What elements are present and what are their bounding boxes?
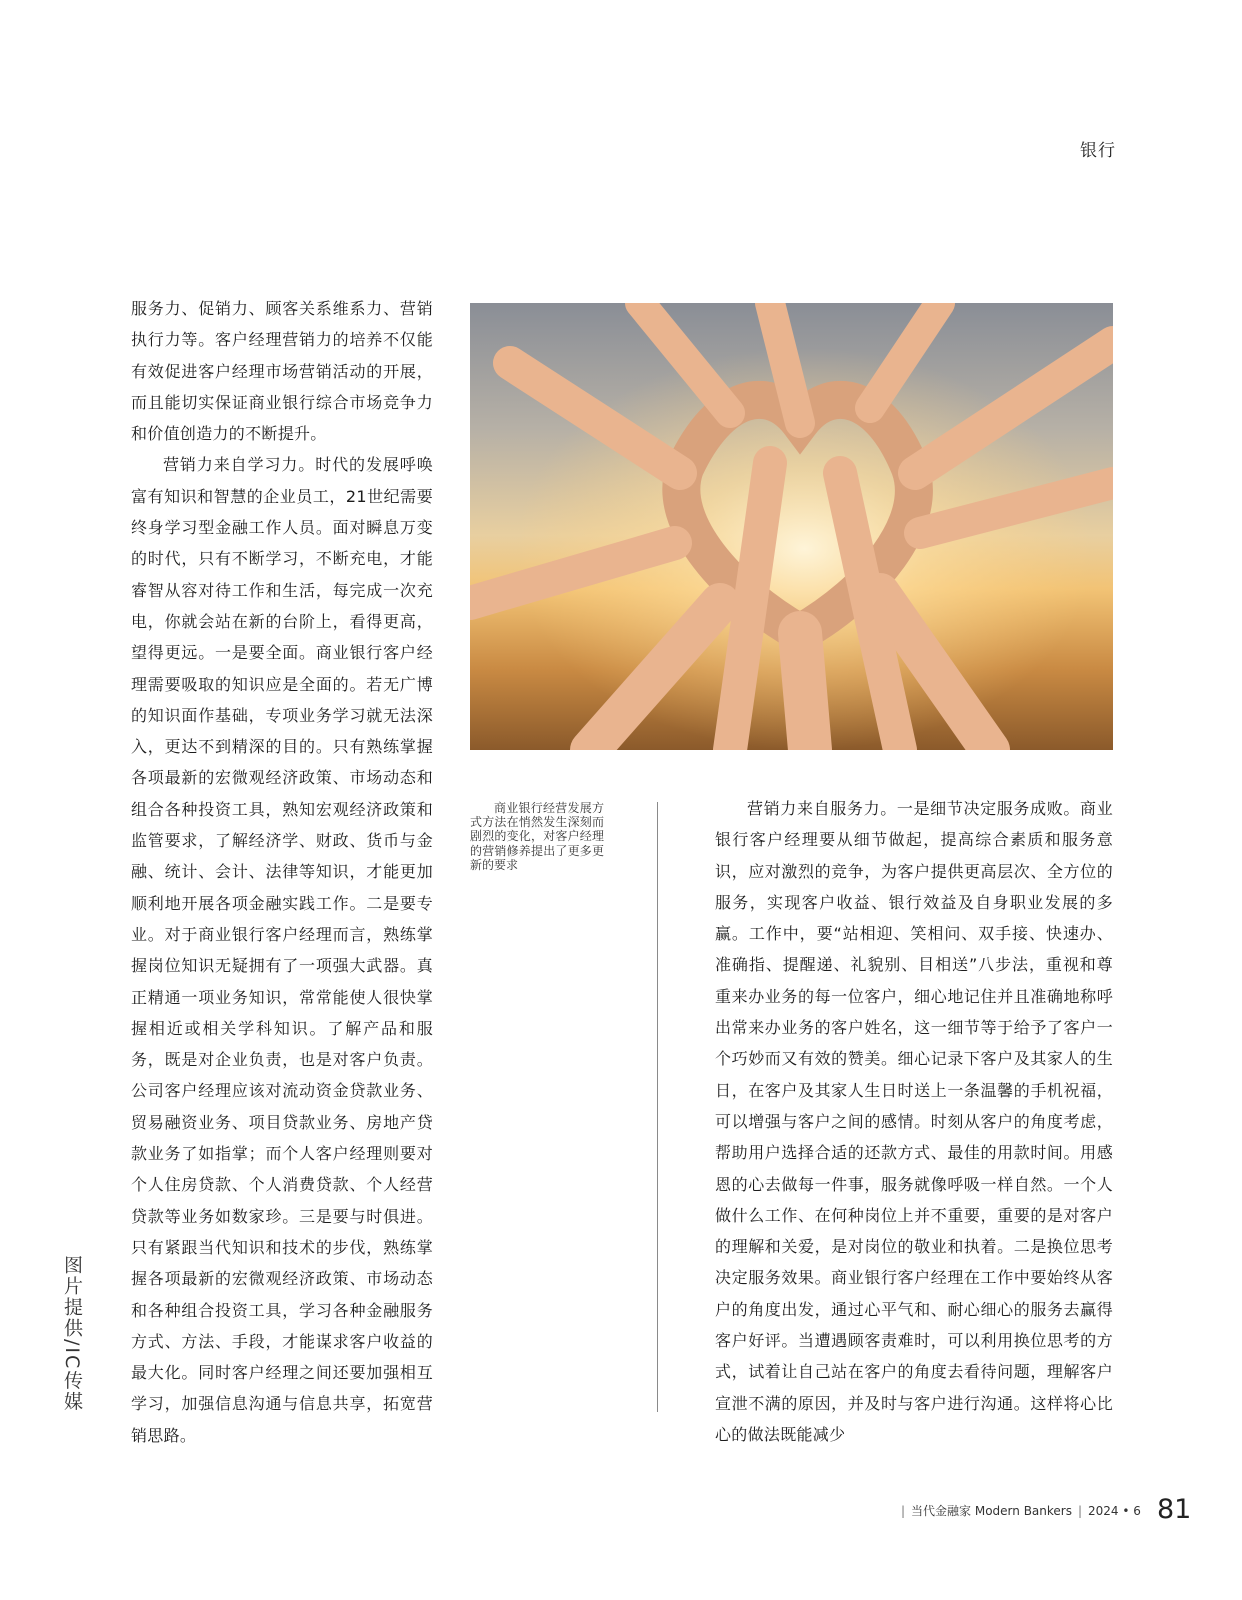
photo-caption-text: 商业银行经营发展方式方法在悄然发生深刻而剧烈的变化，对客户经理的营销修养提出了更多更新的要求 xyxy=(470,801,604,872)
right-paragraph-1: 营销力来自服务力。一是细节决定服务成败。商业银行客户经理要从细节做起，提高综合素质和服务意识，应对激烈的竞争，为客户提供更高层次、全方位的服务，实现客户收益、银行效益及自身职业发展的多赢。工作中，要“站相迎、笑相问、双手接、快速办、准确指、提醒递、礼貌别、目相送”八步法，重视和尊重来办业务的每一位客户，细心地记住并且准确地称呼出常来办业务的客户姓名，这一细节等于给予了客户一个巧妙而又有效的赞美。细心记录下客户及其家人的生日，在客户及其家人生日时送上一条温馨的手机祝福，可以增强与客户之间的感情。时刻从客户的角度考虑，帮助用户选择合适的还款方式、最佳的用款时间。用感恩的心去做每一件事，服务就像呼吸一样自然。一个人做什么工作、在何种岗位上并不重要，重要的是对客户的理解和关爱，是对岗位的敬业和执着。二是换位思考决定服务效果。商业银行客户经理在工作中要始终从客户的角度出发，通过心平气和、耐心细心的服务去赢得客户好评。当遭遇顾客责难时，可以利用换位思考的方式，试着让自己站在客户的角度去看待问题，理解客户宣泄不满的原因，并及时与客户进行沟通。这样将心比心的做法既能减少 xyxy=(715,799,1113,1444)
page-number: 81 xyxy=(1157,1494,1192,1525)
page-footer xyxy=(895,1502,1141,1519)
heart-hands-photo xyxy=(470,303,1113,750)
footer-separator-left: | xyxy=(901,1504,906,1518)
photo-caption xyxy=(470,801,604,872)
publication-name: 当代金融家 Modern Bankers xyxy=(911,1504,1072,1518)
right-text-column xyxy=(715,793,1113,1450)
left-paragraph-2: 营销力来自学习力。时代的发展呼唤富有知识和智慧的企业员工，21世纪需要终身学习型金融工作人员。面对瞬息万变的时代，只有不断学习，不断充电，才能睿智从容对待工作和生活，每完成一次充电，你就会站在新的台阶上，看得更高，望得更远。一是要全面。商业银行客户经理需要吸取的知识应是全面的。若无广博的知识面作基础，专项业务学习就无法深入，更达不到精深的目的。只有熟练掌握各项最新的宏微观经济政策、市场动态和组合各种投资工具，熟知宏观经济政策和监管要求，了解经济学、财政、货币与金融、统计、会计、法律等知识，才能更加顺利地开展各项金融实践工作。二是要专业。对于商业银行客户经理而言，熟练掌握岗位知识无疑拥有了一项强大武器。真正精通一项业务知识，常常能使人很快掌握相近或相关学科知识。了解产品和服务，既是对企业负责，也是对客户负责。公司客户经理应该对流动资金贷款业务、贸易融资业务、项目贷款业务、房地产贷款业务了如指掌；而个人客户经理则要对个人住房贷款、个人消费贷款、个人经营贷款等业务如数家珍。三是要与时俱进。只有紧跟当代知识和技术的步伐，熟练掌握各项最新的宏微观经济政策、市场动态和各种组合投资工具，学习各种金融服务方式、方法、手段，才能谋求客户收益的最大化。同时客户经理之间还要加强相互学习，加强信息沟通与信息共享，拓宽营销思路。 xyxy=(131,455,433,1445)
footer-separator-right: | xyxy=(1077,1504,1083,1518)
issue-number: 2024 • 6 xyxy=(1088,1504,1141,1518)
left-paragraph-1: 服务力、促销力、顾客关系维系力、营销执行力等。客户经理营销力的培养不仅能有效促进客户经理市场营销活动的开展，而且能切实保证商业银行综合市场竞争力和价值创造力的不断提升。 xyxy=(131,299,433,444)
arm-bottom-center xyxy=(800,633,810,750)
photo-credit: 图片提供/IC传媒 xyxy=(61,1255,83,1413)
section-label: 银行 xyxy=(1080,141,1116,161)
heart-hands-illustration xyxy=(470,303,1113,750)
column-divider xyxy=(657,802,658,1412)
left-text-column xyxy=(131,293,433,1451)
